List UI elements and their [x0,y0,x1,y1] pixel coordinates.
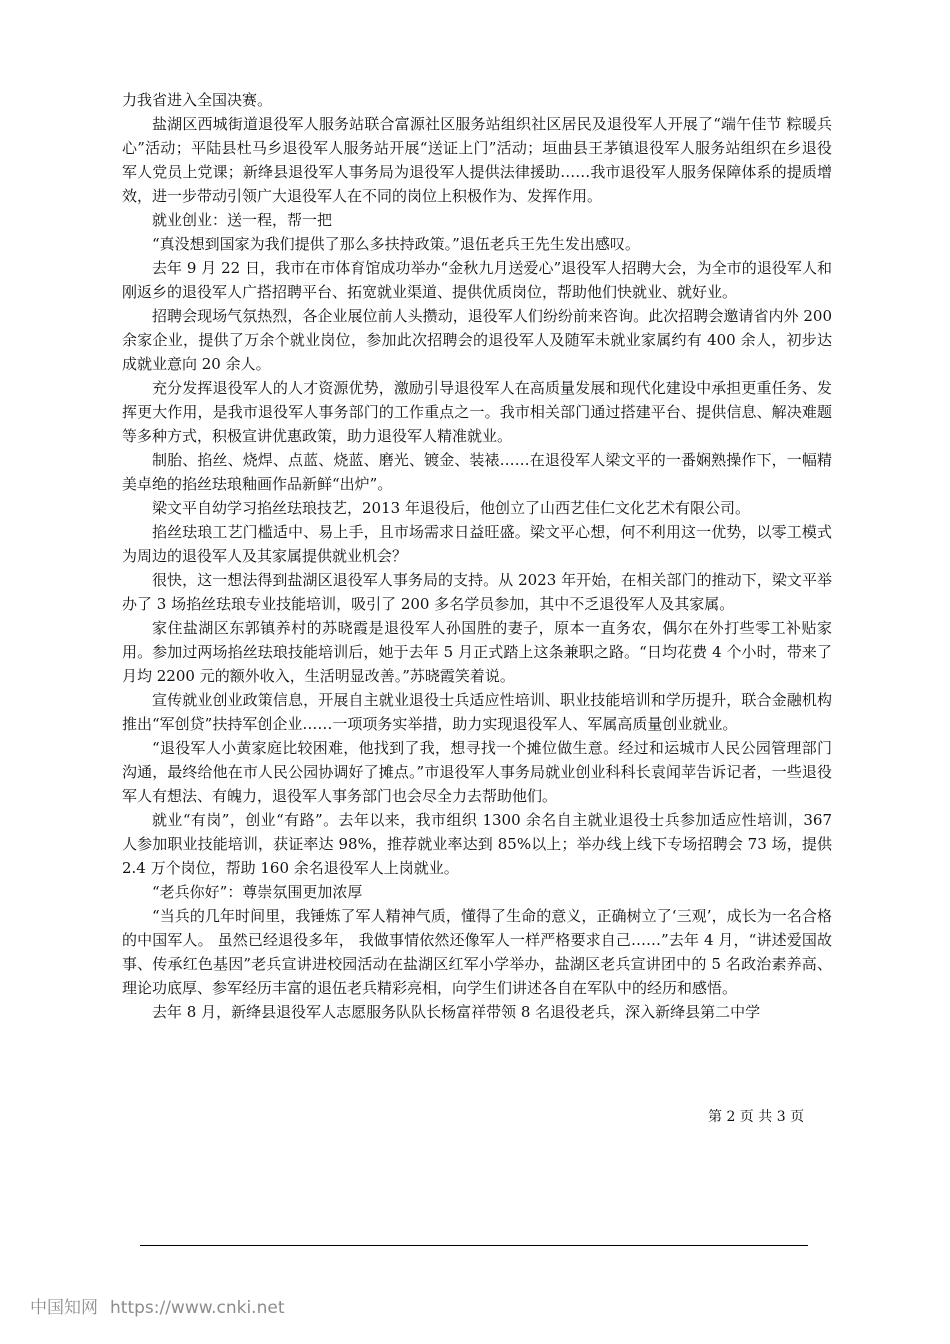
paragraph: 去年 8 月，新绛县退役军人志愿服务队队长杨富祥带领 8 名退役老兵，深入新绛县第二中学 [152,1003,761,1021]
paragraph: 招聘会现场气氛热烈，各企业展位前人头攒动，退役军人们纷纷前来咨询。此次招聘会邀请省内外 200 余家企业，提供了万余个就业岗位，参加此次招聘会的退役军人及随军未就业家属约有 400 余人，初步达成就业意向 20 余人。 [122,307,832,373]
paragraph: 就业“有岗”，创业“有路”。去年以来，我市组织 1300 余名自主就业退役士兵参加适应性培训，367 人参加职业技能培训，获证率达 98%，推荐就业率达到 85%以上；举办线上线下专场招聘会 73 场，提供 2.4 万个岗位，帮助 160 余名退役军人上岗就业。 [122,811,832,877]
paragraph: 去年 9 月 22 日，我市在市体育馆成功举办“金秋九月送爱心”退役军人招聘大会，为全市的退役军人和刚返乡的退役军人广搭招聘平台、拓宽就业渠道、提供优质岗位，帮助他们快就业、就好业。 [122,259,832,301]
paragraph: 梁文平自幼学习掐丝珐琅技艺，2013 年退役后，他创立了山西艺佳仁文化艺术有限公司。 [152,499,750,517]
paragraph: 家住盐湖区东郭镇养村的苏晓霞是退役军人孙国胜的妻子，原本一直务农，偶尔在外打些零工补贴家用。参加过两场掐丝珐琅技能培训后，她于去年 5 月正式踏上这条兼职之路。“日均花费 4 个小时，带来了月均 2200 元的额外收入，生活明显改善。”苏晓霞笑着说。 [122,619,832,685]
paragraph: 掐丝珐琅工艺门槛适中、易上手，且市场需求日益旺盛。梁文平心想，何不利用这一优势，以零工模式为周边的退役军人及其家属提供就业机会？ [122,523,832,565]
paragraph: “退役军人小黄家庭比较困难，他找到了我，想寻找一个摊位做生意。经过和运城市人民公园管理部门沟通，最终给他在市人民公园协调好了摊点。”市退役军人事务局就业创业科科长袁闻苹告诉记者，一些退役军人有想法、有魄力，退役军人事务部门也会尽全力去帮助他们。 [122,739,832,805]
watermark-url: https://www.cnki.net [110,1298,285,1318]
paragraph: 盐湖区西城街道退役军人服务站联合富源社区服务站组织社区居民及退役军人开展了“端午佳节 粽暖兵心”活动；平陆县杜马乡退役军人服务站开展“送证上门”活动；垣曲县王茅镇退役军人服务站组织在乡退役军人党员上党课；新绛县退役军人事务局为退役军人提供法律援助……我市退役军人服务保障体系的提质增效，进一步带动引领广大退役军人在不同的岗位上积极作为、发挥作用。 [122,115,832,205]
section-heading: “老兵你好”：尊崇氛围更加浓厚 [152,883,363,901]
paragraph: 制胎、掐丝、烧焊、点蓝、烧蓝、磨光、镀金、装裱……在退役军人梁文平的一番娴熟操作下，一幅精美卓绝的掐丝珐琅釉画作品新鲜“出炉”。 [122,451,832,493]
article-body [122,88,832,1024]
paragraph: 宣传就业创业政策信息，开展自主就业退役士兵适应性培训、职业技能培训和学历提升，联合金融机构推出“军创贷”扶持军创企业……一项项务实举措，助力实现退役军人、军属高质量创业就业。 [122,691,832,733]
watermark-site-name: 中国知网 [30,1298,98,1318]
paragraph: 力我省进入全国决赛。 [122,91,273,109]
paragraph: 很快，这一想法得到盐湖区退役军人事务局的支持。从 2023 年开始，在相关部门的推动下，梁文平举办了 3 场掐丝珐琅专业技能培训，吸引了 200 多名学员参加，其中不乏退役军人及其家属。 [122,571,832,613]
section-heading: 就业创业：送一程，帮一把 [152,211,333,229]
footer-divider [140,1245,808,1246]
paragraph: “真没想到国家为我们提供了那么多扶持政策。”退伍老兵王先生发出感叹。 [152,235,640,253]
watermark [30,1293,284,1318]
paragraph: 充分发挥退役军人的人才资源优势，激励引导退役军人在高质量发展和现代化建设中承担更重任务、发挥更大作用，是我市退役军人事务部门的工作重点之一。我市相关部门通过搭建平台、提供信息、解决难题等多种方式，积极宣讲优惠政策，助力退役军人精准就业。 [122,379,832,445]
paragraph: “当兵的几年时间里，我锤炼了军人精神气质，懂得了生命的意义，正确树立了‘三观’，成长为一名合格的中国军人。 虽然已经退役多年， 我做事情依然还像军人一样严格要求自己……”去年 4 月，“讲述爱国故事、传承红色基因”老兵宣讲进校园活动在盐湖区红军小学举办，盐湖区老兵宣讲团中的 5 名政治素养高、理论功底厚、参军经历丰富的退伍老兵精彩亮相，向学生们讲述各自在军队中的经历和感悟。 [122,907,832,997]
page-number: 第 2 页 共 3 页 [708,1109,805,1125]
